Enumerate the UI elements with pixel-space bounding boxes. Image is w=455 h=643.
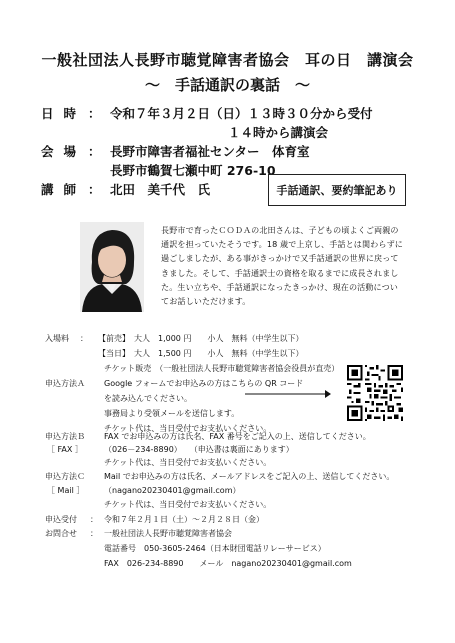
bio-line: 通訳を担っていたそうです。18 歳で上京し、手話とは関わらずに	[161, 239, 403, 250]
interpretation-note-box: 手話通訳、要約筆記あり	[268, 174, 406, 206]
qr-code-icon[interactable]	[347, 365, 403, 421]
date-line1: 令和７年３月２日（日）１３時３０分から受付	[110, 106, 373, 121]
speaker-label: 講師	[41, 182, 87, 197]
method-c-line1: Mail でお申込みの方は氏名、メールアドレスをご記入の上、送信してください。	[104, 472, 395, 481]
arrow-right-icon	[245, 389, 331, 399]
date-label: 日時	[41, 106, 87, 121]
fee-door: 【当日】 大人 1,500 円 小人 無料（中学生以下）	[98, 349, 304, 358]
method-b-line2: （026－234-8890） （申込書は裏面にあります）	[104, 445, 294, 454]
method-b-sub: ［ FAX ］	[47, 445, 83, 454]
speaker-name: 北田 美千代 氏	[110, 182, 211, 197]
speaker-colon: ：	[88, 182, 101, 197]
bio-line: てお話しいただけます。	[161, 296, 251, 307]
bio-line: た。生い立ちや、手話通訳になったきっかけ、現在の活動につい	[161, 281, 398, 292]
contact-label: お問合せ	[45, 529, 77, 538]
method-c-label: 申込方法Ｃ	[45, 472, 85, 481]
date-colon: ：	[88, 106, 101, 121]
fee-label: 入場料	[45, 334, 69, 343]
method-a-line4: チケット代は、当日受付でお支払いください。	[104, 424, 272, 433]
speaker-portrait	[80, 222, 144, 312]
bio-line: 長野市で育ったＣＯＤＡの北田さんは、子どもの頃よくご両親の	[161, 225, 399, 235]
method-a-label: 申込方法Ａ	[45, 379, 85, 388]
method-a-line2: を読み込んでください。	[104, 394, 192, 403]
speaker-bio	[161, 223, 413, 308]
fee-advance: 【前売】 大人 1,000 円 小人 無料（中学生以下）	[98, 334, 304, 343]
contact-org: 一般社団法人長野市聴覚障害者協会	[104, 529, 232, 538]
bio-line: きました。そして、手話通訳士の資格を取るまでに成長されまし	[161, 267, 399, 278]
method-b-label: 申込方法Ｂ	[45, 432, 85, 441]
method-b-line3: チケット代は、当日受付でお支払いください。	[104, 458, 272, 467]
deadline-value: 令和７年２月１日（土）～２月２８日（金）	[104, 515, 264, 524]
method-c-line3: チケット代は、当日受付でお支払いください。	[104, 500, 272, 509]
venue-label: 会場	[41, 144, 87, 159]
method-a-line3: 事務局より受領メールを送信します。	[104, 409, 240, 418]
contact-phone: 電話番号 050-3605-2464（日本財団電話リレーサービス）	[104, 544, 326, 553]
deadline-label: 申込受付	[45, 515, 77, 524]
venue-colon: ：	[88, 144, 101, 159]
venue-line2: 長野市鶴賀七瀬中町 276-10	[110, 163, 276, 178]
fee-colon: ：	[80, 334, 88, 343]
contact-colon: ：	[90, 529, 98, 538]
deadline-colon: ：	[90, 515, 98, 524]
bio-line: 過ごしましたが、ある事がきっかけで又手話通訳の世界に戻って	[161, 253, 399, 264]
contact-fax-mail: FAX 026-234-8890 メール nagano20230401@gmail.com	[104, 559, 352, 568]
date-line2: １４時から講演会	[228, 125, 329, 140]
method-c-line2[interactable]: （nagano20230401@gmail.com）	[104, 486, 241, 495]
ticket-sales: チケット販売 （一般社団法人長野市聴覚障害者協会役員が直売）	[104, 364, 340, 373]
venue-line1: 長野市障害者福祉センター 体育室	[110, 144, 310, 159]
method-a-line1: Google フォームでお申込みの方はこちらの QR コード	[104, 379, 304, 388]
page-subtitle: ～ 手話通訳の裏話 ～	[144, 76, 310, 94]
page-title: 一般社団法人長野市聴覚障害者協会 耳の日 講演会	[41, 51, 414, 69]
method-c-sub: ［ Mail ］	[47, 486, 85, 495]
method-b-line1: FAX でお申込みの方は氏名、FAX 番号をご記入の上、送信してください。	[104, 432, 371, 441]
